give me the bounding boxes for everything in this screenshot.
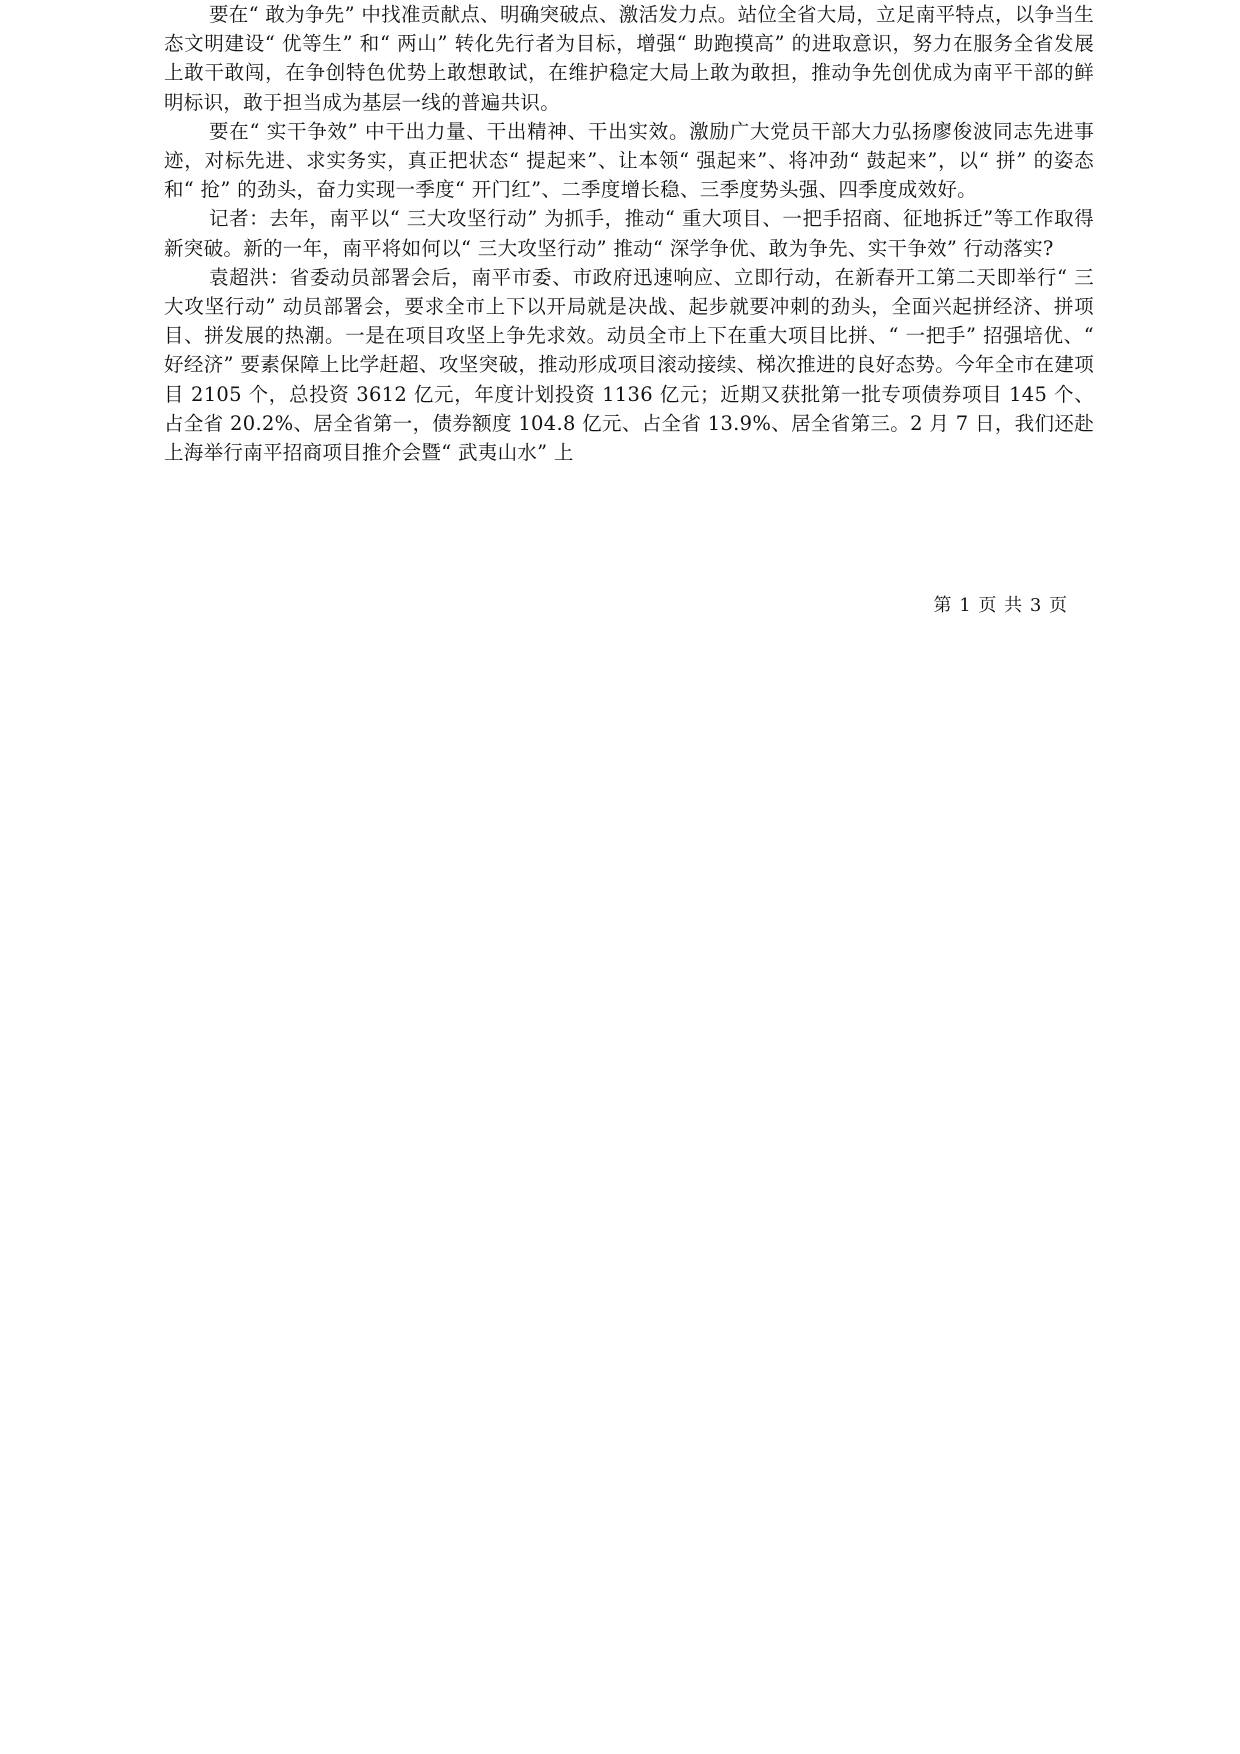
article-body (164, 0, 1094, 467)
page-number: 第 1 页 共 3 页 (933, 595, 1068, 616)
paragraph-1: 要在“ 敢为争先” 中找准贡献点、明确突破点、激活发力点。站位全省大局，立足南平特点，以争当生态文明建设“ 优等生” 和“ 两山” 转化先行者为目标，增强“ 助跑摸高” 的进取意识，努力在服务全省发展上敢干敢闯，在争创特色优势上敢想敢试，在维护稳定大局上敢为敢担，推动争先创优成为南平干部的鲜明标识，敢于担当成为基层一线的普遍共识。 (164, 3, 1094, 114)
paragraph-3-question: 记者：去年，南平以“ 三大攻坚行动” 为抓手，推动“ 重大项目、一把手招商、征地拆迁”等工作取得新突破。新的一年，南平将如何以“ 三大攻坚行动” 推动“ 深学争优、敢为争先、实干争效” 行动落实? (164, 207, 1094, 260)
paragraph-2: 要在“ 实干争效” 中干出力量、干出精神、干出实效。激励广大党员干部大力弘扬廖俊波同志先进事迹，对标先进、求实务实，真正把状态“ 提起来”、让本领“ 强起来”、将冲劲“ 鼓起来”，以“ 拼” 的姿态和“ 抢” 的劲头，奋力实现一季度“ 开门红”、二季度增长稳、三季度势头强、四季度成效好。 (164, 119, 1094, 202)
paragraph-4-answer: 袁超洪：省委动员部署会后，南平市委、市政府迅速响应、立即行动，在新春开工第二天即举行“ 三大攻坚行动” 动员部署会，要求全市上下以开局就是决战、起步就要冲刺的劲头，全面兴起拼经济、拼项目、拼发展的热潮。一是在项目攻坚上争先求效。动员全市上下在重大项目比拼、“ 一把手” 招强培优、“ 好经济” 要素保障上比学赶超、攻坚突破，推动形成项目滚动接续、梯次推进的良好态势。今年全市在建项目 2105 个，总投资 3612 亿元，年度计划投资 1136 亿元；近期又获批第一批专项债券项目 145 个、占全省 20.2%、居全省第一，债券额度 104.8 亿元、占全省 13.9%、居全省第三。2 月 7 日，我们还赴上海举行南平招商项目推介会暨“ 武夷山水” 上 (164, 265, 1094, 465)
